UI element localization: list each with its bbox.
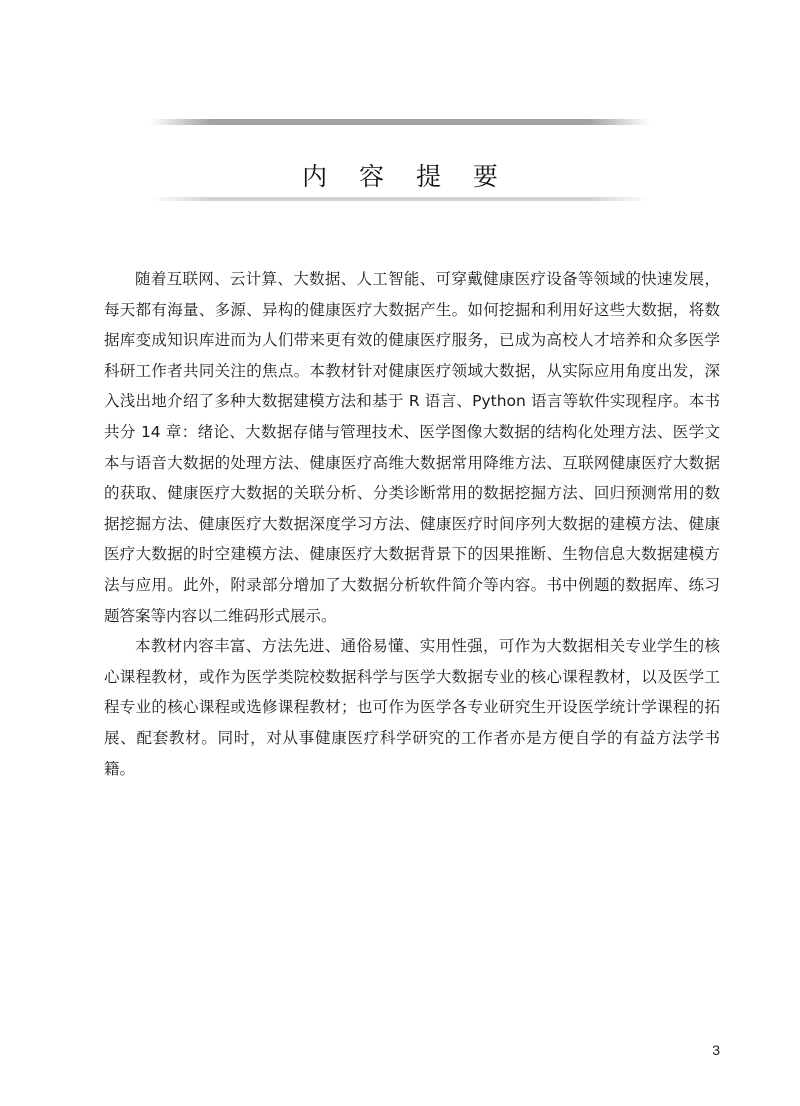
- summary-body: [104, 264, 720, 784]
- summary-paragraph-1: 随着互联网、云计算、大数据、人工智能、可穿戴健康医疗设备等领域的快速发展，每天都有海量、多源、异构的健康医疗大数据产生。如何挖掘和利用好这些大数据，将数据库变成知识库进而为人们带来更有效的健康医疗服务，已成为高校人才培养和众多医学科研工作者共同关注的焦点。本教材针对健康医疗领域大数据，从实际应用角度出发，深入浅出地介绍了多种大数据建模方法和基于 R 语言、Python 语言等软件实现程序。本书共分 14 章：绪论、大数据存储与管理技术、医学图像大数据的结构化处理方法、医学文本与语音大数据的处理方法、健康医疗高维大数据常用降维方法、互联网健康医疗大数据的获取、健康医疗大数据的关联分析、分类诊断常用的数据挖掘方法、回归预测常用的数据挖掘方法、健康医疗大数据深度学习方法、健康医疗时间序列大数据的建模方法、健康医疗大数据的时空建模方法、健康医疗大数据背景下的因果推断、生物信息大数据建模方法与应用。此外，附录部分增加了大数据分析软件简介等内容。书中例题的数据库、练习题答案等内容以二维码形式展示。: [104, 270, 720, 625]
- summary-paragraph-2: 本教材内容丰富、方法先进、通俗易懂、实用性强，可作为大数据相关专业学生的核心课程教材，或作为医学类院校数据科学与医学大数据专业的核心课程教材，以及医学工程专业的核心课程或选修课程教材；也可作为医学各专业研究生开设医学统计学课程的拓展、配套教材。同时，对从事健康医疗科学研究的工作者亦是方便自学的有益方法学书籍。: [104, 637, 720, 778]
- page-title: 内 容 提 要: [302, 161, 510, 191]
- title-bottom-rule: [150, 197, 650, 201]
- page-number: 3: [712, 1042, 720, 1058]
- title-top-rule: [150, 119, 650, 125]
